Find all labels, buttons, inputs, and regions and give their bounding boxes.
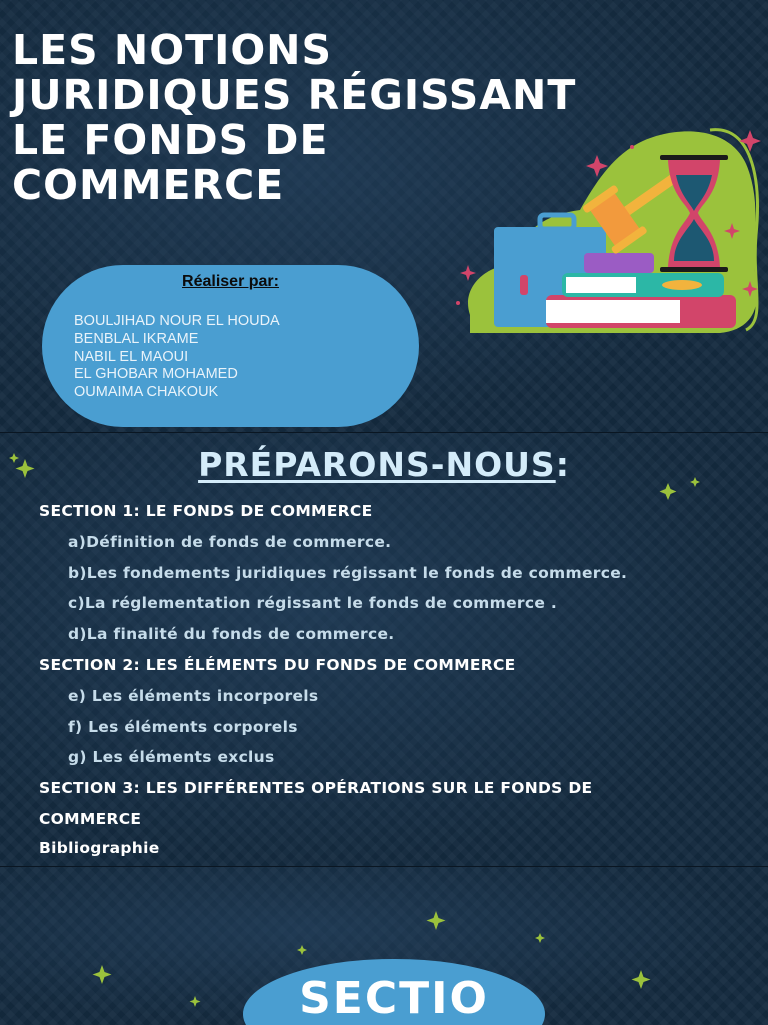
sparkle-icon: [8, 451, 38, 481]
authors-pill: [42, 265, 419, 427]
sparkle-dot: [456, 301, 460, 305]
sparkle-icon: [290, 903, 560, 963]
toc-subsection: c)La réglementation régissant le fonds de commerce .: [68, 594, 558, 613]
section-title-pill: [243, 959, 545, 1025]
toc-subsection: f) Les éléments corporels: [68, 717, 298, 736]
book: [584, 253, 654, 273]
section-slide: [0, 866, 768, 1025]
toc-bibliography: Bibliographie: [39, 838, 160, 857]
toc-section: COMMERCE: [39, 809, 142, 828]
sparkle-icon: [626, 967, 656, 997]
sparkle-dot: [630, 145, 634, 149]
briefcase-lock: [520, 275, 528, 295]
toc-subsection: a)Définition de fonds de commerce.: [68, 532, 392, 551]
sparkle: [739, 130, 761, 152]
toc-section: SECTION 2: LES ÉLÉMENTS DU FONDS DE COMMERCE: [39, 655, 516, 674]
author-name: BOULJIHAD NOUR EL HOUDA: [74, 313, 280, 329]
table-of-contents: [39, 502, 627, 867]
author-name: NABIL EL MAOUI: [74, 348, 189, 365]
section-title: SECTIO: [299, 973, 489, 1024]
toc-subsection: e) Les éléments incorporels: [68, 686, 319, 705]
toc-section: SECTION 3: LES DIFFÉRENTES OPÉRATIONS SUR LE FONDS DE: [39, 779, 593, 798]
title-line: COMMERCE: [12, 161, 285, 209]
agenda-title: [0, 445, 768, 484]
author-name: OUMAIMA CHAKOUK: [74, 384, 219, 401]
toc-subsection: g) Les éléments exclus: [68, 748, 275, 767]
title-line: JURIDIQUES RÉGISSANT: [12, 71, 577, 119]
author-name: EL GHOBAR MOHAMED: [74, 366, 238, 383]
toc-section: SECTION 1: LE FONDS DE COMMERCE: [39, 502, 373, 520]
authors-heading: Réaliser par:: [182, 273, 279, 290]
agenda-title-colon: :: [555, 445, 570, 484]
gavel-books-hourglass-illustration: [450, 115, 768, 340]
toc-subsection: d)La finalité du fonds de commerce.: [68, 625, 395, 644]
sparkle-icon: [90, 907, 200, 1007]
sparkle: [460, 265, 476, 281]
title-line: LES NOTIONS: [12, 26, 333, 74]
book-pages: [546, 300, 680, 323]
sparkle-icon: [658, 477, 702, 503]
book-pages: [566, 277, 636, 293]
authors-list: [74, 313, 280, 402]
toc-subsection: b)Les fondements juridiques régissant le fonds de commerce.: [68, 563, 628, 582]
sparkle-icon: [185, 993, 205, 1013]
author-name: BENBLAL IKRAME: [74, 330, 199, 347]
book-emblem: [662, 280, 702, 290]
title-line: LE FONDS DE: [12, 116, 329, 164]
agenda-title-text: PRÉPARONS-NOUS: [198, 445, 556, 484]
title-slide: [0, 0, 768, 432]
agenda-slide: [0, 432, 768, 867]
